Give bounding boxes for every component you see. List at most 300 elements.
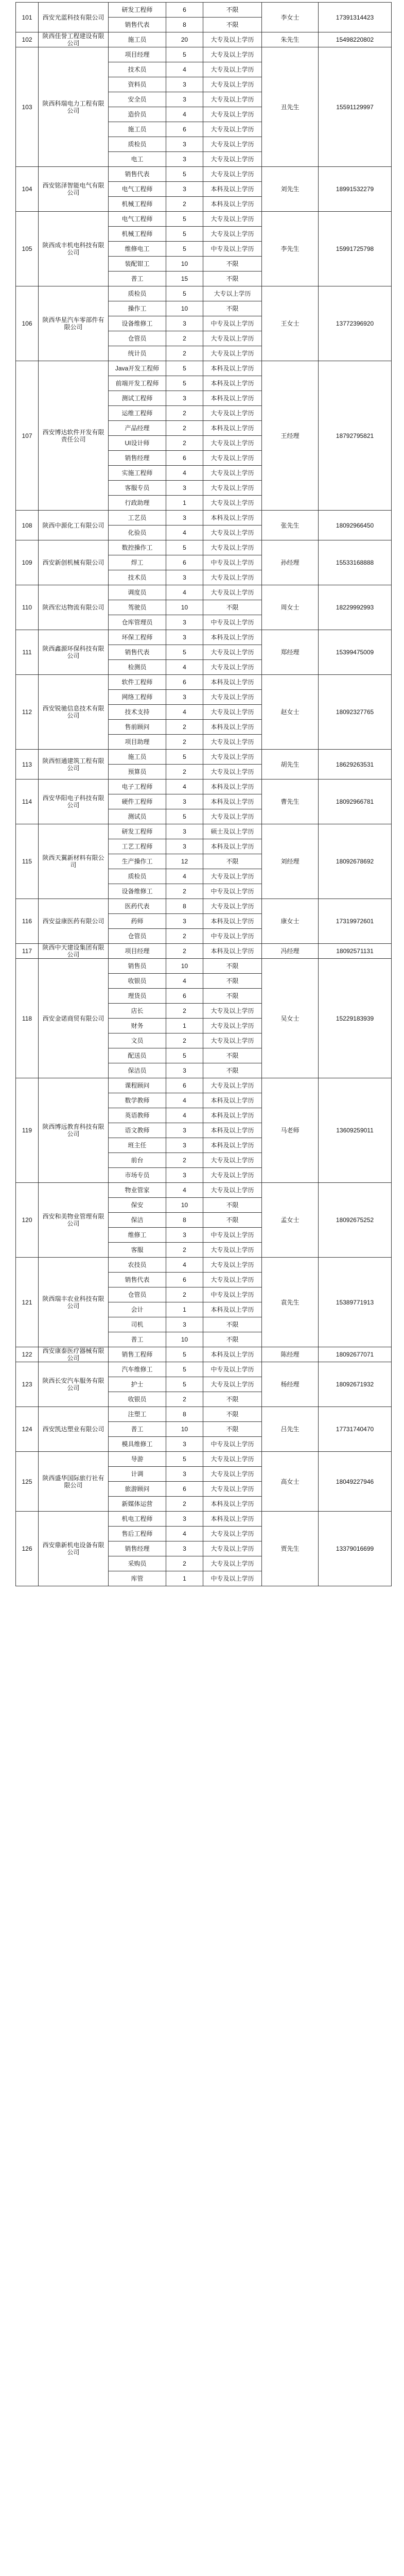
position-count: 6 — [166, 451, 203, 466]
position-name: 保洁员 — [109, 1063, 166, 1078]
contact-person: 杨经理 — [262, 1362, 319, 1407]
contact-person: 胡先生 — [262, 750, 319, 779]
company-name: 西安华阳电子科技有限公司 — [39, 779, 109, 824]
position-name: 销售经理 — [109, 451, 166, 466]
position-name: 资料员 — [109, 77, 166, 92]
position-name: 新媒体运营 — [109, 1497, 166, 1512]
contact-person: 王女士 — [262, 286, 319, 361]
position-name: 仓管员 — [109, 929, 166, 944]
row-number: 104 — [16, 167, 39, 212]
contact-person: 康女士 — [262, 899, 319, 944]
table-row — [16, 212, 392, 227]
position-count: 3 — [166, 511, 203, 526]
position-count: 6 — [166, 1482, 203, 1497]
position-education: 不限 — [203, 272, 262, 286]
contact-person: 郑经理 — [262, 630, 319, 675]
contact-person: 刘经理 — [262, 824, 319, 899]
position-education: 不限 — [203, 974, 262, 989]
position-name: 安全员 — [109, 92, 166, 107]
company-name: 西安铭泽智能电气有限公司 — [39, 167, 109, 212]
position-education: 大专及以上学历 — [203, 705, 262, 720]
position-count: 6 — [166, 675, 203, 690]
company-name: 西安博达软件开发有限责任公司 — [39, 361, 109, 511]
table-row — [16, 1078, 392, 1093]
table-row — [16, 1512, 392, 1527]
position-name: 施工员 — [109, 32, 166, 47]
contact-phone: 17731740470 — [319, 1407, 392, 1452]
position-count: 5 — [166, 1048, 203, 1063]
row-number: 120 — [16, 1183, 39, 1258]
company-name: 陕西佳誉工程建设有限公司 — [39, 32, 109, 47]
contact-person: 李先生 — [262, 212, 319, 286]
contact-phone: 18229992993 — [319, 585, 392, 630]
position-education: 大专及以上学历 — [203, 77, 262, 92]
position-count: 6 — [166, 3, 203, 18]
position-count: 2 — [166, 197, 203, 212]
position-education: 不限 — [203, 989, 262, 1004]
position-name: 质检员 — [109, 137, 166, 152]
position-education: 不限 — [203, 1392, 262, 1407]
company-name: 陕西成丰机电科技有限公司 — [39, 212, 109, 286]
position-count: 4 — [166, 779, 203, 794]
position-count: 5 — [166, 47, 203, 62]
table-row — [16, 899, 392, 914]
position-name: 维修电工 — [109, 242, 166, 257]
position-name: 预算员 — [109, 765, 166, 779]
position-count: 20 — [166, 32, 203, 47]
position-count: 2 — [166, 346, 203, 361]
position-count: 6 — [166, 1078, 203, 1093]
table-row — [16, 1183, 392, 1198]
position-name: 项目经理 — [109, 47, 166, 62]
position-education: 大专及以上学历 — [203, 1004, 262, 1019]
position-education: 本科及以上学历 — [203, 1512, 262, 1527]
position-name: 销售工程师 — [109, 1347, 166, 1362]
position-education: 大专及以上学历 — [203, 62, 262, 77]
position-education: 大专及以上学历 — [203, 137, 262, 152]
position-name: 机械工程师 — [109, 197, 166, 212]
position-count: 5 — [166, 750, 203, 765]
position-name: 检测员 — [109, 660, 166, 675]
position-education: 大专及以上学历 — [203, 331, 262, 346]
position-count: 2 — [166, 1004, 203, 1019]
contact-phone: 15389771913 — [319, 1258, 392, 1347]
position-count: 3 — [166, 182, 203, 197]
position-education: 本科及以上学历 — [203, 376, 262, 391]
position-name: 普工 — [109, 1332, 166, 1347]
position-name: 销售代表 — [109, 1273, 166, 1287]
table-row — [16, 47, 392, 62]
position-education: 大专及以上学历 — [203, 1183, 262, 1198]
position-name: 汽车维修工 — [109, 1362, 166, 1377]
contact-phone: 18092966781 — [319, 779, 392, 824]
position-education: 中专及以上学历 — [203, 1287, 262, 1302]
contact-person: 冯经理 — [262, 944, 319, 959]
position-name: 机电工程师 — [109, 1512, 166, 1527]
position-education: 不限 — [203, 1213, 262, 1228]
position-education: 大专及以上学历 — [203, 690, 262, 705]
position-name: 硬件工程师 — [109, 794, 166, 809]
position-name: 售前顾问 — [109, 720, 166, 735]
row-number: 112 — [16, 675, 39, 750]
row-number: 106 — [16, 286, 39, 361]
row-number: 103 — [16, 47, 39, 167]
company-name: 西安凯达塑业有限公司 — [39, 1407, 109, 1452]
contact-phone: 18092327765 — [319, 675, 392, 750]
row-number: 121 — [16, 1258, 39, 1347]
table-row — [16, 750, 392, 765]
contact-person: 朱先生 — [262, 32, 319, 47]
position-name: 研发工程师 — [109, 824, 166, 839]
position-name: 质检员 — [109, 869, 166, 884]
position-count: 3 — [166, 1541, 203, 1556]
table-row — [16, 167, 392, 182]
position-education: 中专及以上学历 — [203, 1571, 262, 1586]
row-number: 105 — [16, 212, 39, 286]
table-row — [16, 1362, 392, 1377]
position-education: 不限 — [203, 257, 262, 272]
row-number: 122 — [16, 1347, 39, 1362]
company-name: 西安鼎新机电设备有限公司 — [39, 1512, 109, 1586]
position-education: 大专及以上学历 — [203, 1168, 262, 1183]
position-count: 3 — [166, 839, 203, 854]
position-name: 项目经理 — [109, 944, 166, 959]
position-count: 3 — [166, 1123, 203, 1138]
position-education: 大专及以上学历 — [203, 1153, 262, 1168]
position-education: 本科及以上学历 — [203, 1302, 262, 1317]
position-name: 电子工程师 — [109, 779, 166, 794]
position-count: 6 — [166, 122, 203, 137]
position-education: 不限 — [203, 1048, 262, 1063]
company-name: 陕西长安汽车服务有限公司 — [39, 1362, 109, 1407]
row-number: 101 — [16, 3, 39, 32]
position-name: 研发工程师 — [109, 3, 166, 18]
position-count: 2 — [166, 884, 203, 899]
position-education: 大专及以上学历 — [203, 899, 262, 914]
position-education: 中专及以上学历 — [203, 1437, 262, 1452]
position-count: 3 — [166, 1228, 203, 1243]
position-name: 操作工 — [109, 301, 166, 316]
position-count: 2 — [166, 436, 203, 451]
position-name: 施工员 — [109, 750, 166, 765]
position-education: 不限 — [203, 301, 262, 316]
contact-person: 赵女士 — [262, 675, 319, 750]
position-education: 本科及以上学历 — [203, 391, 262, 406]
position-name: 库管 — [109, 1571, 166, 1586]
table-row — [16, 32, 392, 47]
position-count: 3 — [166, 630, 203, 645]
position-count: 2 — [166, 1153, 203, 1168]
position-count: 4 — [166, 974, 203, 989]
position-education: 本科及以上学历 — [203, 421, 262, 436]
contact-person: 高女士 — [262, 1452, 319, 1512]
position-education: 不限 — [203, 1422, 262, 1437]
position-education: 大专及以上学历 — [203, 406, 262, 421]
contact-person: 孙经理 — [262, 540, 319, 585]
position-name: 电工 — [109, 152, 166, 167]
position-name: 仓管员 — [109, 331, 166, 346]
position-count: 5 — [166, 167, 203, 182]
position-name: 普工 — [109, 1422, 166, 1437]
company-name: 西安和美物业管理有限公司 — [39, 1183, 109, 1258]
position-count: 8 — [166, 1213, 203, 1228]
position-education: 不限 — [203, 3, 262, 18]
position-education: 大专及以上学历 — [203, 152, 262, 167]
position-name: 设备维修工 — [109, 884, 166, 899]
contact-person: 王经理 — [262, 361, 319, 511]
position-name: 店长 — [109, 1004, 166, 1019]
position-education: 大专及以上学历 — [203, 750, 262, 765]
position-name: 工艺员 — [109, 511, 166, 526]
table-row — [16, 959, 392, 974]
position-count: 4 — [166, 1258, 203, 1273]
position-name: 软件工程师 — [109, 675, 166, 690]
contact-person: 李女士 — [262, 3, 319, 32]
position-count: 4 — [166, 1108, 203, 1123]
job-table — [15, 2, 392, 1586]
position-name: 销售员 — [109, 959, 166, 974]
company-name: 陕西瑞丰农业科技有限公司 — [39, 1258, 109, 1347]
contact-phone: 18092966450 — [319, 511, 392, 540]
position-count: 3 — [166, 137, 203, 152]
contact-person: 马老师 — [262, 1078, 319, 1183]
company-name: 陕西天翼新材料有限公司 — [39, 824, 109, 899]
contact-phone: 13609259011 — [319, 1078, 392, 1183]
position-name: 会计 — [109, 1302, 166, 1317]
table-row — [16, 511, 392, 526]
position-name: 班主任 — [109, 1138, 166, 1153]
position-education: 本科及以上学历 — [203, 511, 262, 526]
position-count: 3 — [166, 794, 203, 809]
position-count: 4 — [166, 1183, 203, 1198]
contact-phone: 13379016699 — [319, 1512, 392, 1586]
position-count: 2 — [166, 1033, 203, 1048]
position-name: 项目助理 — [109, 735, 166, 750]
position-name: 统计员 — [109, 346, 166, 361]
table-row — [16, 3, 392, 18]
position-education: 大专及以上学历 — [203, 346, 262, 361]
contact-person: 刘先生 — [262, 167, 319, 212]
position-name: 药师 — [109, 914, 166, 929]
row-number: 117 — [16, 944, 39, 959]
position-count: 3 — [166, 316, 203, 331]
position-name: UI设计师 — [109, 436, 166, 451]
position-education: 中专及以上学历 — [203, 1362, 262, 1377]
position-education: 大专及以上学历 — [203, 436, 262, 451]
position-education: 本科及以上学历 — [203, 914, 262, 929]
position-count: 3 — [166, 92, 203, 107]
position-count: 6 — [166, 989, 203, 1004]
position-education: 不限 — [203, 18, 262, 32]
position-name: 市场专员 — [109, 1168, 166, 1183]
company-name: 陕西博远教育科技有限公司 — [39, 1078, 109, 1183]
position-name: 测试工程师 — [109, 391, 166, 406]
position-name: 护士 — [109, 1377, 166, 1392]
position-count: 4 — [166, 1093, 203, 1108]
position-count: 3 — [166, 391, 203, 406]
position-count: 10 — [166, 301, 203, 316]
company-name: 西安康泰医疗器械有限公司 — [39, 1347, 109, 1362]
position-count: 1 — [166, 1019, 203, 1033]
position-count: 3 — [166, 1512, 203, 1527]
position-education: 大专及以上学历 — [203, 735, 262, 750]
contact-phone: 15498220802 — [319, 32, 392, 47]
position-name: 化验员 — [109, 526, 166, 540]
position-count: 8 — [166, 1407, 203, 1422]
position-name: 工艺工程师 — [109, 839, 166, 854]
position-education: 大专及以上学历 — [203, 122, 262, 137]
position-name: 配送员 — [109, 1048, 166, 1063]
position-education: 本科及以上学历 — [203, 720, 262, 735]
position-name: 测试员 — [109, 809, 166, 824]
position-education: 中专及以上学历 — [203, 242, 262, 257]
table-row — [16, 1347, 392, 1362]
position-count: 3 — [166, 152, 203, 167]
position-name: 造价员 — [109, 107, 166, 122]
position-count: 4 — [166, 1527, 203, 1541]
contact-phone: 18092571131 — [319, 944, 392, 959]
position-education: 本科及以上学历 — [203, 1138, 262, 1153]
position-count: 10 — [166, 257, 203, 272]
company-name: 西安益康医药有限公司 — [39, 899, 109, 944]
position-name: 电气工程师 — [109, 212, 166, 227]
position-education: 大专及以上学历 — [203, 451, 262, 466]
position-name: 语文教师 — [109, 1123, 166, 1138]
position-education: 大专及以上学历 — [203, 765, 262, 779]
table-row — [16, 1452, 392, 1467]
position-education: 中专及以上学历 — [203, 615, 262, 630]
position-name: 技术员 — [109, 570, 166, 585]
position-count: 4 — [166, 466, 203, 481]
position-count: 5 — [166, 540, 203, 555]
company-name: 陕西中天建设集团有限公司 — [39, 944, 109, 959]
position-education: 大专及以上学历 — [203, 227, 262, 242]
contact-phone: 15229183939 — [319, 959, 392, 1078]
position-name: 仓管员 — [109, 1287, 166, 1302]
position-count: 2 — [166, 944, 203, 959]
position-count: 10 — [166, 1332, 203, 1347]
row-number: 114 — [16, 779, 39, 824]
position-name: 财务 — [109, 1019, 166, 1033]
position-education: 本科及以上学历 — [203, 779, 262, 794]
position-count: 2 — [166, 1243, 203, 1258]
position-count: 4 — [166, 62, 203, 77]
table-row — [16, 944, 392, 959]
position-name: 模具维修工 — [109, 1437, 166, 1452]
position-education: 本科及以上学历 — [203, 794, 262, 809]
position-education: 大专及以上学历 — [203, 212, 262, 227]
position-count: 12 — [166, 854, 203, 869]
position-count: 4 — [166, 107, 203, 122]
position-education: 大专及以上学历 — [203, 1452, 262, 1467]
position-education: 中专及以上学历 — [203, 884, 262, 899]
contact-phone: 18092678692 — [319, 824, 392, 899]
position-count: 5 — [166, 212, 203, 227]
position-count: 4 — [166, 526, 203, 540]
position-education: 不限 — [203, 1332, 262, 1347]
position-count: 2 — [166, 765, 203, 779]
position-education: 本科及以上学历 — [203, 1093, 262, 1108]
position-count: 3 — [166, 1138, 203, 1153]
position-education: 大专及以上学历 — [203, 809, 262, 824]
position-education: 大专及以上学历 — [203, 1541, 262, 1556]
position-count: 5 — [166, 809, 203, 824]
position-name: 旅游顾问 — [109, 1482, 166, 1497]
company-name: 陕西华星汽车零部件有限公司 — [39, 286, 109, 361]
position-education: 大专及以上学历 — [203, 570, 262, 585]
position-education: 大专及以上学历 — [203, 107, 262, 122]
position-education: 大专及以上学历 — [203, 540, 262, 555]
position-name: 施工员 — [109, 122, 166, 137]
row-number: 102 — [16, 32, 39, 47]
contact-phone: 18092675252 — [319, 1183, 392, 1258]
position-education: 本科及以上学历 — [203, 1347, 262, 1362]
position-count: 2 — [166, 406, 203, 421]
position-count: 5 — [166, 376, 203, 391]
company-name: 西安新创机械有限公司 — [39, 540, 109, 585]
position-name: 生产操作工 — [109, 854, 166, 869]
position-name: 仓库管理员 — [109, 615, 166, 630]
position-education: 不限 — [203, 854, 262, 869]
position-count: 3 — [166, 77, 203, 92]
contact-person: 丑先生 — [262, 47, 319, 167]
position-name: 导游 — [109, 1452, 166, 1467]
table-row — [16, 286, 392, 301]
contact-phone: 15533168888 — [319, 540, 392, 585]
row-number: 110 — [16, 585, 39, 630]
company-name: 西安锐驰信息技术有限公司 — [39, 675, 109, 750]
position-name: 调度员 — [109, 585, 166, 600]
position-education: 大专及以上学历 — [203, 660, 262, 675]
position-education: 本科及以上学历 — [203, 361, 262, 376]
position-name: 销售代表 — [109, 18, 166, 32]
position-name: 司机 — [109, 1317, 166, 1332]
position-name: 保洁 — [109, 1213, 166, 1228]
position-count: 5 — [166, 1362, 203, 1377]
position-name: 销售代表 — [109, 645, 166, 660]
position-name: 文员 — [109, 1033, 166, 1048]
position-count: 4 — [166, 869, 203, 884]
position-name: 前端开发工程师 — [109, 376, 166, 391]
position-education: 本科及以上学历 — [203, 1123, 262, 1138]
position-name: 技术员 — [109, 62, 166, 77]
contact-phone: 18629263531 — [319, 750, 392, 779]
position-name: 收银员 — [109, 1392, 166, 1407]
position-name: 普工 — [109, 272, 166, 286]
table-row — [16, 675, 392, 690]
row-number: 113 — [16, 750, 39, 779]
position-count: 10 — [166, 959, 203, 974]
contact-phone: 13772396920 — [319, 286, 392, 361]
table-row — [16, 779, 392, 794]
position-education: 大专以上学历 — [203, 286, 262, 301]
position-name: 焊工 — [109, 555, 166, 570]
position-count: 1 — [166, 1571, 203, 1586]
position-count: 5 — [166, 361, 203, 376]
row-number: 108 — [16, 511, 39, 540]
position-name: 农技员 — [109, 1258, 166, 1273]
position-education: 本科及以上学历 — [203, 1108, 262, 1123]
position-count: 2 — [166, 1392, 203, 1407]
position-name: 采购员 — [109, 1556, 166, 1571]
position-name: 行政助理 — [109, 496, 166, 511]
position-count: 8 — [166, 899, 203, 914]
position-education: 大专及以上学历 — [203, 1033, 262, 1048]
position-education: 不限 — [203, 1198, 262, 1213]
position-name: 驾驶员 — [109, 600, 166, 615]
position-count: 6 — [166, 555, 203, 570]
row-number: 123 — [16, 1362, 39, 1407]
